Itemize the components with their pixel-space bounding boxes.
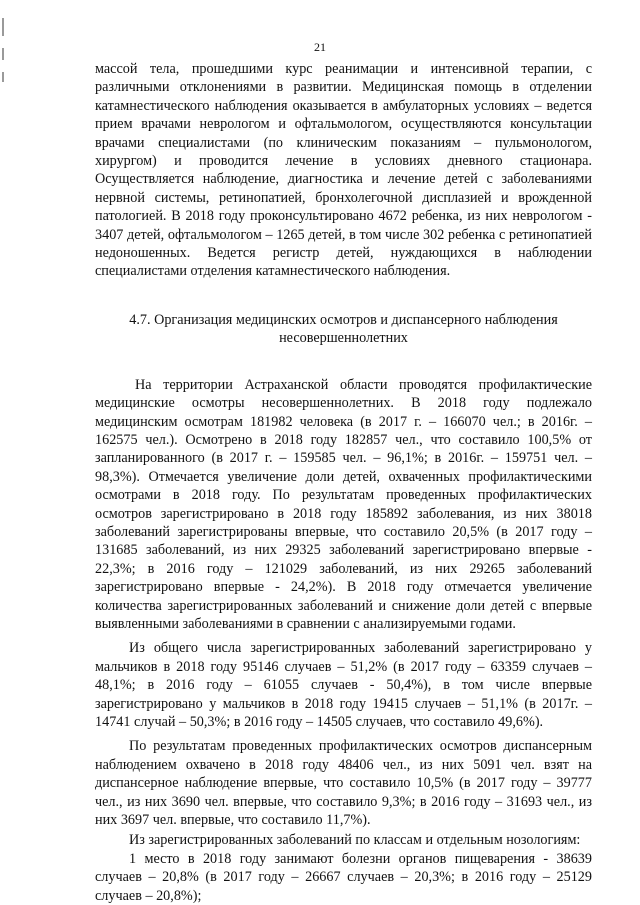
section-heading: 4.7. Организация медицинских осмотров и диспансерного наблюдения несовершеннолетних: [129, 311, 558, 347]
paragraph-medical-checkups: На территории Астраханской области проводятся профилактические медицинские осмотры несовершеннолетних. В 2018 году подлежало медицинским осмотрам 181982 человека (в 2017 г. – 166070 чел.; в 2016г. – 162575 чел.). Осмотрено в 2018 году 182857 чел., что составило 100,5% от запланированного (в 2017 г. – 159585 чел. – 96,1%; в 2016г. – 159751 чел. – 98,3%). Отмечается увеличение доли детей, охваченных профилактическими осмотрами в 2018 году. По результатам проведенных профилактических осмотров зарегистрировано в 2018 году 185892 заболевания, из них 38018 заболеваний зарегистрированы впервые, что составило 20,5% (в 2017 году – 131685 заболеваний, из них 29325 заболеваний зарегистрировано впервые - 22,3%; в 2016 году – 121029 заболеваний, из них 29265 заболеваний зарегистрировано впервые - 24,2%). В 2018 году отмечается увеличение количества зарегистрированных заболеваний и снижение доли детей с впервые выявленными заболеваниями в сравнении с анализируемыми годами.: [95, 376, 592, 632]
scan-edge-marks: [0, 0, 8, 905]
intro-paragraph: массой тела, прошедшими курс реанимации и интенсивной терапии, с различными отклонениями в развитии. Медицинская помощь в отделении катамнестического наблюдения оказывается в амбулаторных условиях – ведется прием врачами неврологом и офтальмологом, осуществляются консультации врачами специалистами (по клиническим показаниям – пульмонологом, хирургом) и проводится лечение в условиях дневного стационара. Осуществляется наблюдение, диагностика и лечение детей с заболеваниями нервной системы, ретинопатией, бронхолегочной дисплазией и врожденной патологией. В 2018 году проконсультировано 4672 ребенка, из них неврологом - 3407 детей, офтальмологом – 1265 детей, в том числе 302 ребенка с ретинопатией недоношенных. Ведется регистр детей, нуждающихся в наблюдении специалистами отделения катамнестического наблюдения.: [95, 61, 592, 280]
paragraph-dispensary-observation: По результатам проведенных профилактических осмотров диспансерным наблюдением охвачено в 2018 году 48406 чел., из них 5091 чел. взят на диспансерное наблюдение впервые, что составило 10,5% (в 2017 году – 39777 чел., из них 3690 чел. впервые, что составило 9,3%; в 2016 году – 31693 чел., из них 3697 чел. впервые, что составило 11,7%).: [95, 738, 592, 829]
page-number: 21: [314, 40, 326, 54]
document-body: [95, 60, 592, 905]
paragraph-boys-statistics: Из общего числа зарегистрированных заболеваний зарегистрировано у мальчиков в 2018 году 95146 случаев – 51,2% (в 2017 году – 63359 случаев – 48,1%; в 2016 году – 61055 случаев - 50,4%), в том числе впервые зарегистрировано у мальчиков в 2018 году 19415 случаев – 51,1% (в 2017г. – 14741 случай – 50,3%; в 2016 году – 14505 случаев, что составило 49,6%).: [95, 640, 592, 730]
paragraph-classes-intro: Из зарегистрированных заболеваний по классам и отдельным нозологиям:: [129, 832, 581, 849]
paragraph-first-place: 1 место в 2018 году занимают болезни органов пищеварения - 38639 случаев – 20,8% (в 2017 году – 26667 случаев – 20,3%; в 2016 году – 25129 случаев – 20,8%);: [95, 850, 592, 904]
